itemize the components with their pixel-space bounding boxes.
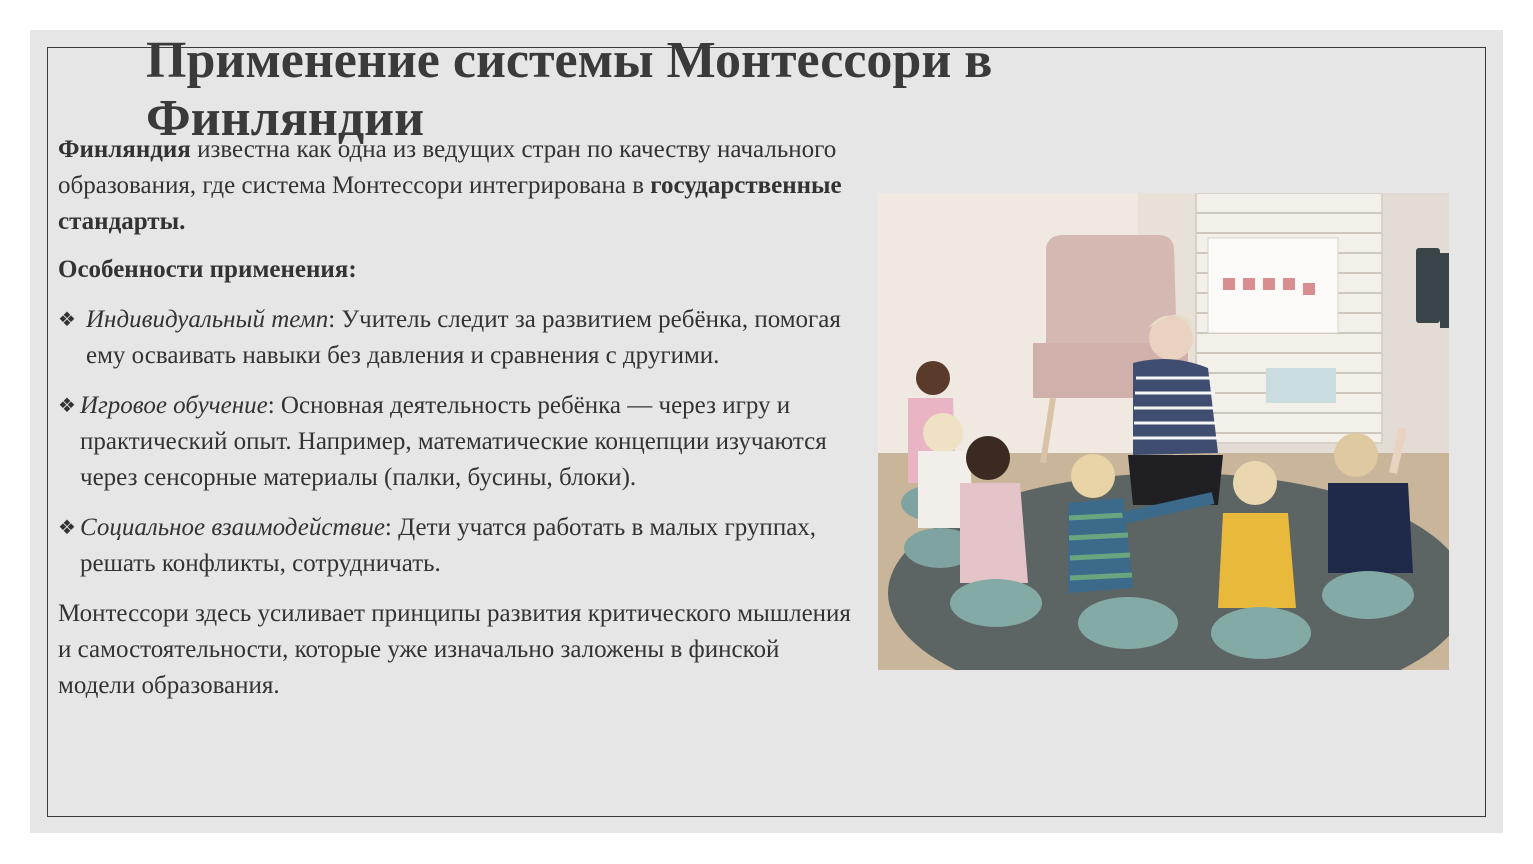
bullet-term: Социальное взаимодействие [80,514,385,541]
bullet-text: : Учитель следит за развитием ребёнка, помогая ему осваивать навыки без давления и сравнения с другими. [86,306,841,369]
classroom-photo [878,193,1449,670]
intro-paragraph [58,132,858,240]
slide-body [58,132,858,704]
slide-title: Применение системы Монтессори в Финляндии [146,32,993,147]
bullet-item [58,388,858,496]
bullet-item [58,510,858,582]
diamond-bullet-icon: ❖ [58,517,76,539]
bullet-text: : Дети учатся работать в малых группах, решать конфликты, сотрудничать. [80,514,817,577]
closing-paragraph: Монтессори здесь усиливает принципы развития критического мышления и самостоятельности, которые уже изначально заложены в финской модели образования. [58,600,851,699]
intro-text: известна как одна из ведущих стран по качеству начального образования, где система Монтессори интегрирована в [58,136,837,199]
bullet-term: Игровое обучение [80,392,268,419]
intro-bold-tail: государственные стандарты. [58,172,842,235]
bullet-item [58,302,858,374]
features-heading: Особенности применения: [58,256,357,283]
bullet-text: : Основная деятельность ребёнка — через игру и практический опыт. Например, математические концепции изучаются через сенсорные материалы (палки, бусины, блоки). [80,392,827,491]
diamond-bullet-icon: ❖ [58,309,76,331]
diamond-bullet-icon: ❖ [58,395,76,417]
classroom-illustration [878,193,1449,670]
bullet-term: Индивидуальный темп [86,306,329,333]
intro-bold-lead: Финляндия [58,136,191,163]
